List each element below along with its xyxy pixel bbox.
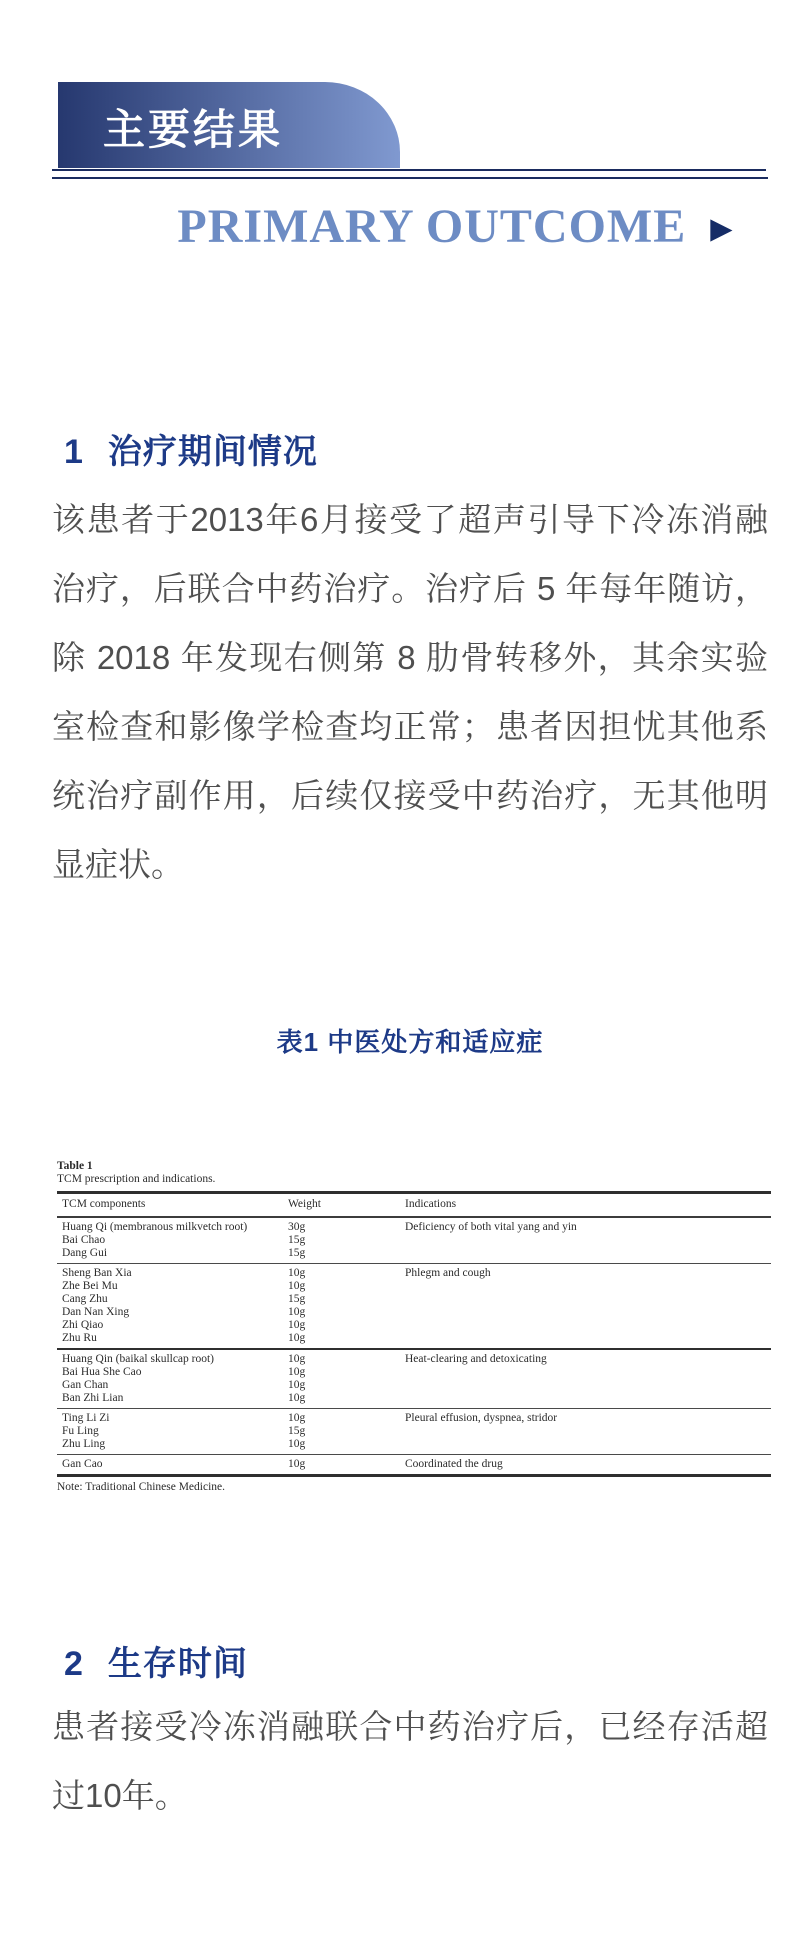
indication-cell [405,1267,771,1345]
tcm-component-weight: 15g [288,1234,306,1246]
table-group-row [57,1408,771,1454]
tcm-component-weight: 10g [288,1366,306,1378]
weight-cell [288,1267,405,1345]
components-cell [57,1267,288,1345]
components-cell [57,1221,288,1260]
tcm-component-name: Bai Chao [62,1234,106,1246]
paragraph-line: 显症状。 [52,846,184,883]
tcm-indication: Deficiency of both vital yang and yin [405,1221,577,1233]
paragraph-line: 室检查和影像学检查均正常；患者因担忧其他系 [52,708,768,745]
paragraph-line: 患者接受冷冻消融联合中药治疗后，已经存活超 [52,1708,768,1745]
table-note: Note: Traditional Chinese Medicine. [57,1481,226,1493]
horizontal-rule-bottom [52,177,768,179]
tcm-component-name: Dang Gui [62,1247,108,1259]
tcm-component-name: Zhu Ling [62,1438,106,1450]
treatment-paragraph [52,485,768,899]
indication-cell [405,1458,771,1471]
paragraph-line: 该患者于2013年6月接受了超声引导下冷冻消融 [52,501,768,538]
indication-cell [405,1221,771,1260]
table-label: Table 1 [57,1160,93,1172]
paragraph-line: 治疗，后联合中药治疗。治疗后 5 年每年随访， [52,570,768,607]
tcm-component-name: Dan Nan Xing [62,1306,130,1318]
components-cell [57,1353,288,1405]
tcm-component-name: Huang Qi (membranous milkvetch root) [62,1221,248,1233]
tcm-component-weight: 10g [288,1267,306,1279]
tcm-component-name: Zhe Bei Mu [62,1280,118,1292]
tcm-component-weight: 10g [288,1438,306,1450]
tcm-indication: Coordinated the drug [405,1458,503,1470]
components-cell [57,1458,288,1471]
tcm-component-weight: 15g [288,1425,306,1437]
tcm-component-name: Gan Chan [62,1379,109,1391]
tcm-indication: Pleural effusion, dyspnea, stridor [405,1412,558,1424]
section-2-number: 2 [64,1645,84,1683]
table-group-row [57,1263,771,1348]
tcm-table [57,1160,771,1494]
weight-cell [288,1221,405,1260]
weight-cell [288,1458,405,1471]
column-header-weight: Weight [288,1198,321,1210]
tcm-component-weight: 10g [288,1353,306,1365]
tcm-component-weight: 10g [288,1458,306,1470]
tcm-indication: Heat-clearing and detoxicating [405,1353,547,1365]
tcm-component-weight: 10g [288,1379,306,1391]
paragraph-line: 统治疗副作用，后续仅接受中药治疗，无其他明 [52,777,768,814]
tcm-component-name: Gan Cao [62,1458,103,1470]
tcm-component-weight: 10g [288,1332,306,1344]
tcm-component-name: Cang Zhu [62,1293,108,1305]
survival-paragraph [52,1692,768,1830]
subtitle-row [52,198,768,254]
arrow-right-icon: ▶ [710,210,733,245]
tcm-component-name: Ban Zhi Lian [62,1392,124,1404]
weight-cell [288,1353,405,1405]
indication-cell [405,1412,771,1451]
paragraph-line: 除 2018 年发现右侧第 8 肋骨转移外，其余实验 [52,639,768,676]
tcm-component-name: Zhu Ru [62,1332,97,1344]
section-2-title: 生存时间 [107,1645,248,1683]
components-cell [57,1412,288,1451]
tcm-component-name: Fu Ling [62,1425,99,1437]
paragraph-line: 过10年。 [52,1777,188,1814]
horizontal-rule-top [52,169,766,171]
section-banner [58,82,400,168]
tcm-component-weight: 30g [288,1221,306,1233]
table-header-row [57,1191,771,1218]
table-group-row [57,1348,771,1408]
section-1-heading [64,424,318,473]
table-group-row [57,1454,771,1474]
banner-title: 主要结果 [103,104,284,154]
tcm-component-name: Huang Qin (baikal skullcap root) [62,1353,215,1365]
tcm-component-name: Ting Li Zi [62,1412,110,1424]
tcm-component-weight: 10g [288,1319,306,1331]
subtitle-text: PRIMARY OUTCOME [177,199,687,253]
tcm-indication: Phlegm and cough [405,1267,491,1279]
tcm-component-weight: 10g [288,1280,306,1292]
tcm-component-name: Sheng Ban Xia [62,1267,132,1279]
tcm-component-weight: 10g [288,1412,306,1424]
column-header-indications: Indications [405,1198,457,1210]
weight-cell [288,1412,405,1451]
table-subtitle: TCM prescription and indications. [57,1173,216,1185]
indication-cell [405,1353,771,1405]
tcm-component-name: Bai Hua She Cao [62,1366,142,1378]
section-1-number: 1 [64,433,84,471]
tcm-component-name: Zhi Qiao [62,1319,104,1331]
tcm-component-weight: 15g [288,1247,306,1259]
column-header-components: TCM components [62,1198,146,1210]
tcm-component-weight: 10g [288,1306,306,1318]
table-group-row [57,1218,771,1263]
tcm-table-body [57,1218,771,1477]
table-caption: 表1 中医处方和适应症 [276,1027,544,1057]
section-2-heading [64,1636,248,1685]
tcm-component-weight: 10g [288,1392,306,1404]
tcm-component-weight: 15g [288,1293,306,1305]
section-1-title: 治疗期间情况 [107,433,318,471]
